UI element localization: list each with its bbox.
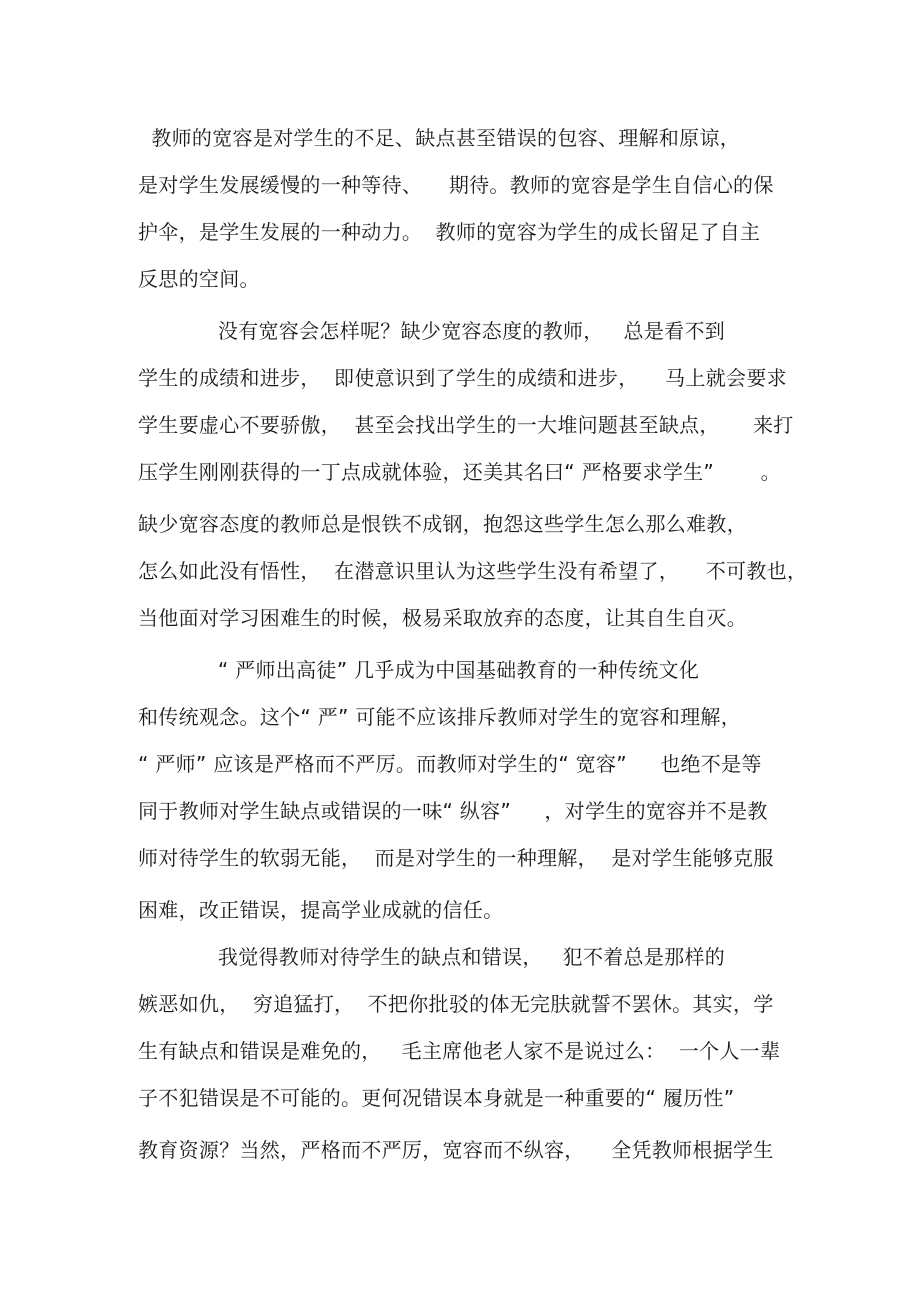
- text-line: 生有缺点和错误是难免的， 毛主席他老人家不是说过么： 一个人一辈: [138, 1039, 781, 1063]
- text-line: 我觉得教师对待学生的缺点和错误， 犯不着总是那样的: [138, 945, 726, 969]
- text-line: 学生的成绩和进步， 即使意识到了学生的成绩和进步， 马上就会要求: [138, 366, 787, 390]
- text-line: 缺少宽容态度的教师总是恨铁不成钢，抱怨这些学生怎么那么难教，: [138, 512, 747, 536]
- text-line: “ 严师” 应该是严格而不严厉。而教师对学生的“ 宽容” 也绝不是等: [138, 752, 762, 776]
- text-line: 反思的空间。: [138, 267, 260, 291]
- text-line: 压学生刚刚获得的一丁点成就体验，还美其名曰“ 严格要求学生” 。: [138, 460, 781, 484]
- text-line: 教育资源？当然，严格而不严厉，宽容而不纵容， 全凭教师根据学生: [138, 1138, 774, 1162]
- text-line: “ 严师出高徒” 几乎成为中国基础教育的一种传统文化: [138, 658, 700, 682]
- text-line: 嫉恶如仇， 穷追猛打， 不把你批驳的体无完肤就誓不罢休。其实，学: [138, 992, 774, 1016]
- text-line: 护伞，是学生发展的一种动力。 教师的宽容为学生的成长留足了自主: [138, 220, 761, 244]
- text-line: 当他面对学习困难生的时候，极易采取放弃的态度，让其自生自灭。: [138, 606, 747, 630]
- text-line: 和传统观念。这个“ 严” 可能不应该排斥教师对学生的宽容和理解，: [138, 705, 742, 729]
- text-line: 学生要虚心不要骄傲， 甚至会找出学生的一大堆问题甚至缺点， 来打: [138, 413, 794, 437]
- text-line: 子不犯错误是不可能的。更何况错误本身就是一种重要的“ 履历性”: [138, 1086, 735, 1110]
- text-line: 是对学生发展缓慢的一种等待、 期待。教师的宽容是学生自信心的保: [138, 173, 774, 197]
- text-line: 怎么如此没有悟性， 在潜意识里认为这些学生没有希望了， 不可教也，: [138, 559, 808, 583]
- text-line: 同于教师对学生缺点或错误的一味“ 纵容” ，对学生的宽容并不是教: [138, 799, 768, 823]
- text-line: 教师的宽容是对学生的不足、缺点甚至错误的包容、理解和原谅，: [138, 126, 741, 150]
- text-line: 困难，改正错误，提高学业成就的信任。: [138, 898, 504, 922]
- text-line: 没有宽容会怎样呢？缺少宽容态度的教师， 总是看不到: [138, 319, 726, 343]
- text-line: 师对待学生的软弱无能， 而是对学生的一种理解， 是对学生能够克服: [138, 846, 774, 870]
